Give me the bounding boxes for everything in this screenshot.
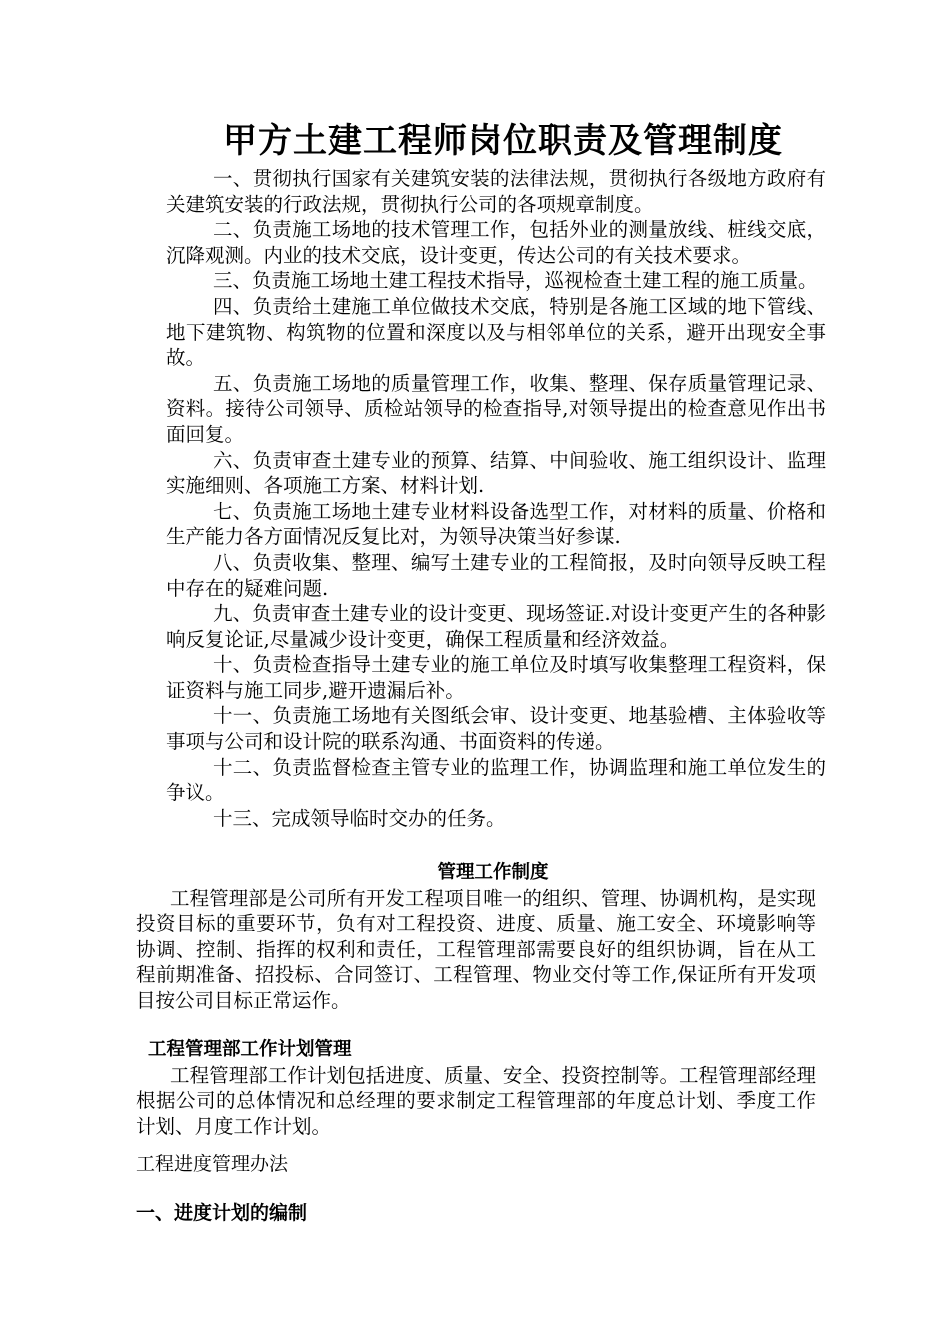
management-section	[136, 886, 816, 1013]
duty-item: 九、负责审查土建专业的设计变更、现场签证.对设计变更产生的各种影响反复论证,尽量减少设计变更，确保工程质量和经济效益。	[166, 602, 826, 651]
document-title: 甲方土建工程师岗位职责及管理制度	[223, 121, 783, 161]
progress-sub-heading: 一、进度计划的编制	[136, 1202, 308, 1224]
duty-item: 十三、完成领导临时交办的任务。	[213, 806, 506, 830]
plan-paragraph: 工程管理部工作计划包括进度、质量、安全、投资控制等。工程管理部经理根据公司的总体情况和总经理的要求制定工程管理部的年度总计划、季度工作计划、月度工作计划。	[136, 1064, 816, 1138]
duty-item: 四、负责给土建施工单位做技术交底，特别是各施工区域的地下管线、地下建筑物、构筑物的位置和深度以及与相邻单位的关系，避开出现安全事故。	[166, 294, 826, 370]
duty-item: 一、贯彻执行国家有关建筑安装的法律法规，贯彻执行各级地方政府有关建筑安装的行政法规，贯彻执行公司的各项规章制度。	[166, 167, 826, 216]
duty-item: 十、负责检查指导土建专业的施工单位及时填写收集整理工程资料，保证资料与施工同步,避开遗漏后补。	[166, 653, 826, 702]
duty-item: 五、负责施工场地的质量管理工作，收集、整理、保存质量管理记录、资料。接待公司领导、质检站领导的检查指导,对领导提出的检查意见作出书面回复。	[166, 371, 826, 446]
duty-item: 八、负责收集、整理、编写土建专业的工程简报，及时向领导反映工程中存在的疑难问题.	[166, 550, 826, 600]
duty-item: 六、负责审查土建专业的预算、结算、中间验收、施工组织设计、监理实施细则、各项施工方案、材料计划.	[166, 448, 826, 498]
duty-item: 十一、负责施工场地有关图纸会审、设计变更、地基验槽、主体验收等事项与公司和设计院的联系沟通、书面资料的传递。	[166, 704, 826, 754]
plan-heading: 工程管理部工作计划管理	[148, 1039, 352, 1060]
management-heading: 管理工作制度	[437, 862, 549, 883]
plan-section	[136, 1037, 816, 1139]
duties-list	[166, 166, 826, 831]
duty-item: 七、负责施工场地土建专业材料设备选型工作，对材料的质量、价格和生产能力各方面情况反复比对，为领导决策当好参谋.	[166, 499, 826, 549]
duty-item: 三、负责施工场地土建工程技术指导，巡视检查土建工程的施工质量。	[213, 269, 818, 293]
duty-item: 二、负责施工场地的技术管理工作，包括外业的测量放线、桩线交底，沉降观测。内业的技术交底，设计变更，传达公司的有关技术要求。	[166, 218, 826, 267]
progress-heading: 工程进度管理办法	[136, 1153, 289, 1175]
duty-item: 十二、负责监督检查主管专业的监理工作，协调监理和施工单位发生的争议。	[166, 755, 826, 805]
management-intro-paragraph: 工程管理部是公司所有开发工程项目唯一的组织、管理、协调机构，是实现投资目标的重要环节，负有对工程投资、进度、质量、施工安全、环境影响等协调、控制、指挥的权利和责任，工程管理部需要良好的组织协调，旨在从工程前期准备、招投标、合同签订、工程管理、物业交付等工作,保证所有开发项目按公司目标正常运作。	[136, 887, 816, 1012]
